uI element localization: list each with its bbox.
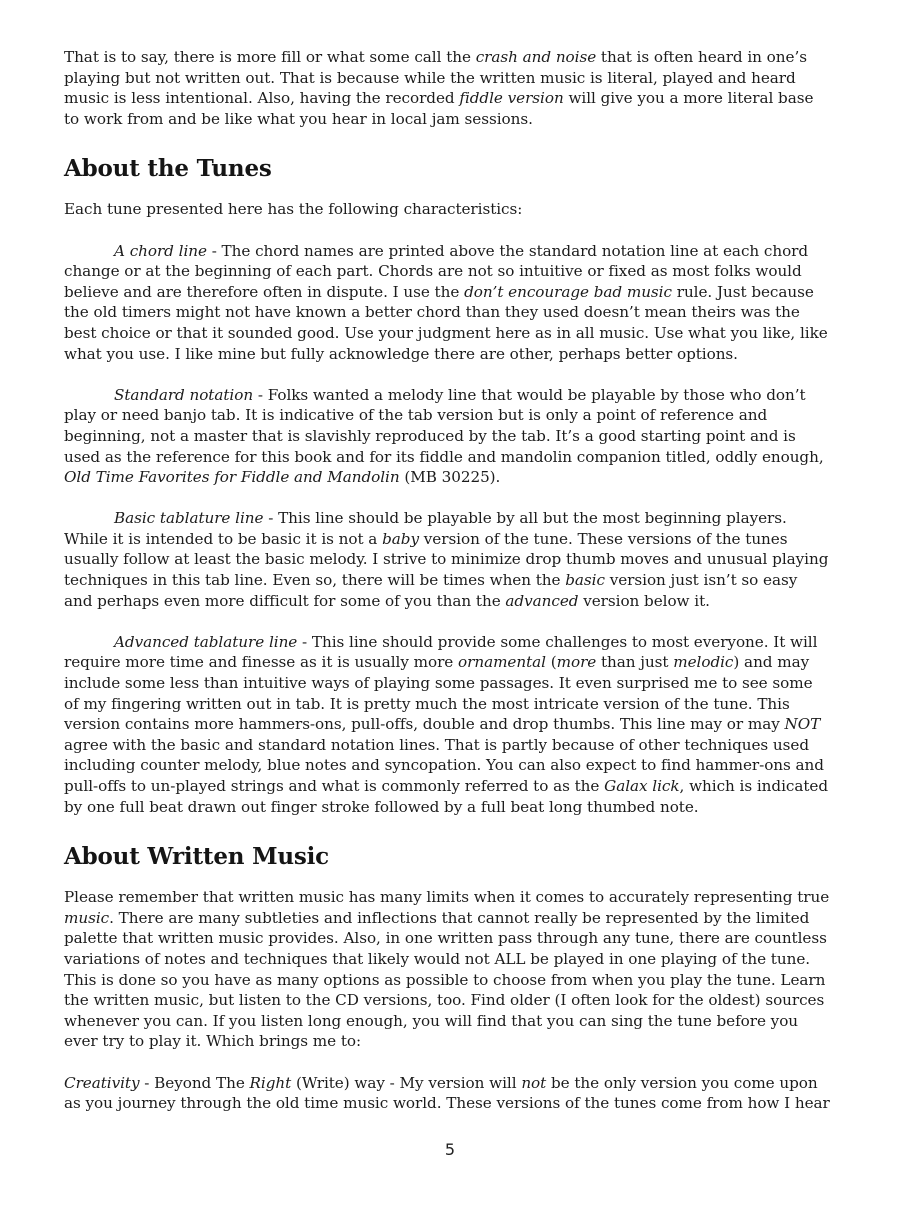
italic-run: baby	[382, 529, 419, 548]
intro-paragraph	[64, 47, 830, 129]
italic-run: ornamental	[458, 653, 546, 672]
text-run: - This line should be playable by all but the most beginning players. While it is intended to be basic it is not a	[64, 509, 787, 548]
text-run: version just isn’t so easy and perhaps even more difficult for some of you than the	[64, 571, 798, 610]
text-run: than just	[596, 653, 674, 672]
text-run: (Write) way - My version will	[291, 1073, 522, 1092]
text-run: , which is indicated by one full beat drawn out finger stroke followed by a full beat long thumbed note.	[64, 777, 829, 816]
italic-run: Standard notation	[114, 385, 254, 404]
text-run: version of the tune. These versions of the tunes usually follow at least the basic melody. I strive to minimize drop thumb moves and unusual playing techniques in this tab line. Even so, there will be times when the	[64, 529, 829, 590]
italic-run: NOT	[784, 715, 821, 734]
heading-about-written-music: About Written Music	[64, 843, 329, 871]
italic-run: Advanced tablature line	[114, 632, 298, 651]
italic-run: more	[556, 653, 597, 672]
text-run: . There are many subtleties and inflections that cannot really be represented by the limited palette that written music provides. Also, in one written pass through any tune, there are countless variations of notes and techniques that likely would not ALL be played in one playing of the tune. This is done so you have as many options as possible to choose from when you play the tune. Learn the written music, but listen to the CD versions, too. Find older (I often look for the oldest) sources whenever you can. If you listen long enough, you will find that you can sing the tune before you ever try to play it. Which brings me to:	[64, 908, 827, 1051]
text-run: (MB 30225).	[399, 468, 501, 487]
text-run: rule. Just because the old timers might not have known a better chord than they used doesn’t mean theirs was the best choice or that it sounded good. Use your judgment here as in all music. Use what you like, like what you use. I like mine but fully acknowledge there are other, perhaps better options.	[64, 282, 828, 363]
italic-run: Old Time Favorites for Fiddle and Mandolin	[64, 468, 400, 487]
italic-run: not	[521, 1073, 547, 1092]
text-run: version below it.	[578, 591, 710, 610]
italic-run: A chord line	[114, 241, 207, 260]
text-run: - The chord names are printed above the standard notation line at each chord change or at the beginning of each part. Chords are not so intuitive or fixed as most folks would believe and are therefore often in dispute. I use the	[64, 241, 809, 301]
standard-notation-paragraph	[64, 385, 830, 488]
text-run: That is to say, there is more fill or what some call the	[64, 48, 476, 66]
written-music-paragraph	[64, 887, 830, 1052]
text-run: (	[545, 653, 557, 672]
text-run: will give you a more literal base to work from and be like what you hear in local jam sessions.	[64, 89, 814, 128]
italic-run: Right	[249, 1073, 292, 1092]
text-run: be the only version you come upon as you journey through the old time music world. These versions of the tunes come from how I hear	[64, 1073, 830, 1113]
italic-run: melodic	[673, 653, 734, 672]
italic-run: advanced	[505, 591, 579, 610]
text-run: agree with the basic and standard notation lines. That is partly because of other techniques used including counter melody, blue notes and syncopation. You can also expect to find hammer-ons and pull-offs to un-played strings and what is commonly referred to as the	[64, 735, 824, 795]
italic-run: fiddle version	[459, 89, 564, 108]
heading-about-the-tunes: About the Tunes	[64, 155, 272, 183]
tunes-lead-paragraph: Each tune presented here has the following characteristics:	[64, 200, 523, 219]
italic-run: music	[64, 908, 110, 927]
creativity-paragraph	[64, 1073, 830, 1114]
advanced-tablature-paragraph	[64, 632, 830, 817]
text-run: that is often heard in one’s playing but not written out. That is because while the written music is literal, played and heard music is less intentional. Also, having the recorded	[64, 48, 807, 108]
italic-run: basic	[565, 571, 605, 590]
text-run: ) and may include some less than intuitive ways of playing some passages. It even surprised me to see some of my fingering written out in tab. It is pretty much the most intricate version of the tune. This version contains more hammers-ons, pull-offs, double and drop thumbs. This line may or may	[64, 653, 813, 734]
italic-run: don’t encourage bad music	[464, 282, 672, 301]
italic-run: Galax lick	[604, 777, 680, 795]
italic-run: crash and noise	[475, 48, 597, 66]
italic-run: Creativity	[64, 1073, 140, 1092]
text-run: - Folks wanted a melody line that would be playable by those who don’t play or need banjo tab. It is indicative of the tab version but is only a point of reference and beginning, not a master that is slavishly reproduced by the tab. It’s a good starting point and is used as the reference for this book and for its fiddle and mandolin companion titled, oddly enough,	[64, 385, 824, 466]
chord-line-paragraph	[64, 241, 830, 365]
text-run: - This line should provide some challenges to most everyone. It will require more time and finesse as it is usually more	[64, 632, 818, 672]
basic-tablature-paragraph	[64, 508, 830, 611]
page-number: 5	[444, 1140, 456, 1159]
text-run: - Beyond The	[139, 1073, 250, 1092]
text-run: Please remember that written music has many limits when it comes to accurately representing true	[64, 888, 830, 907]
italic-run: Basic tablature line	[114, 509, 264, 528]
